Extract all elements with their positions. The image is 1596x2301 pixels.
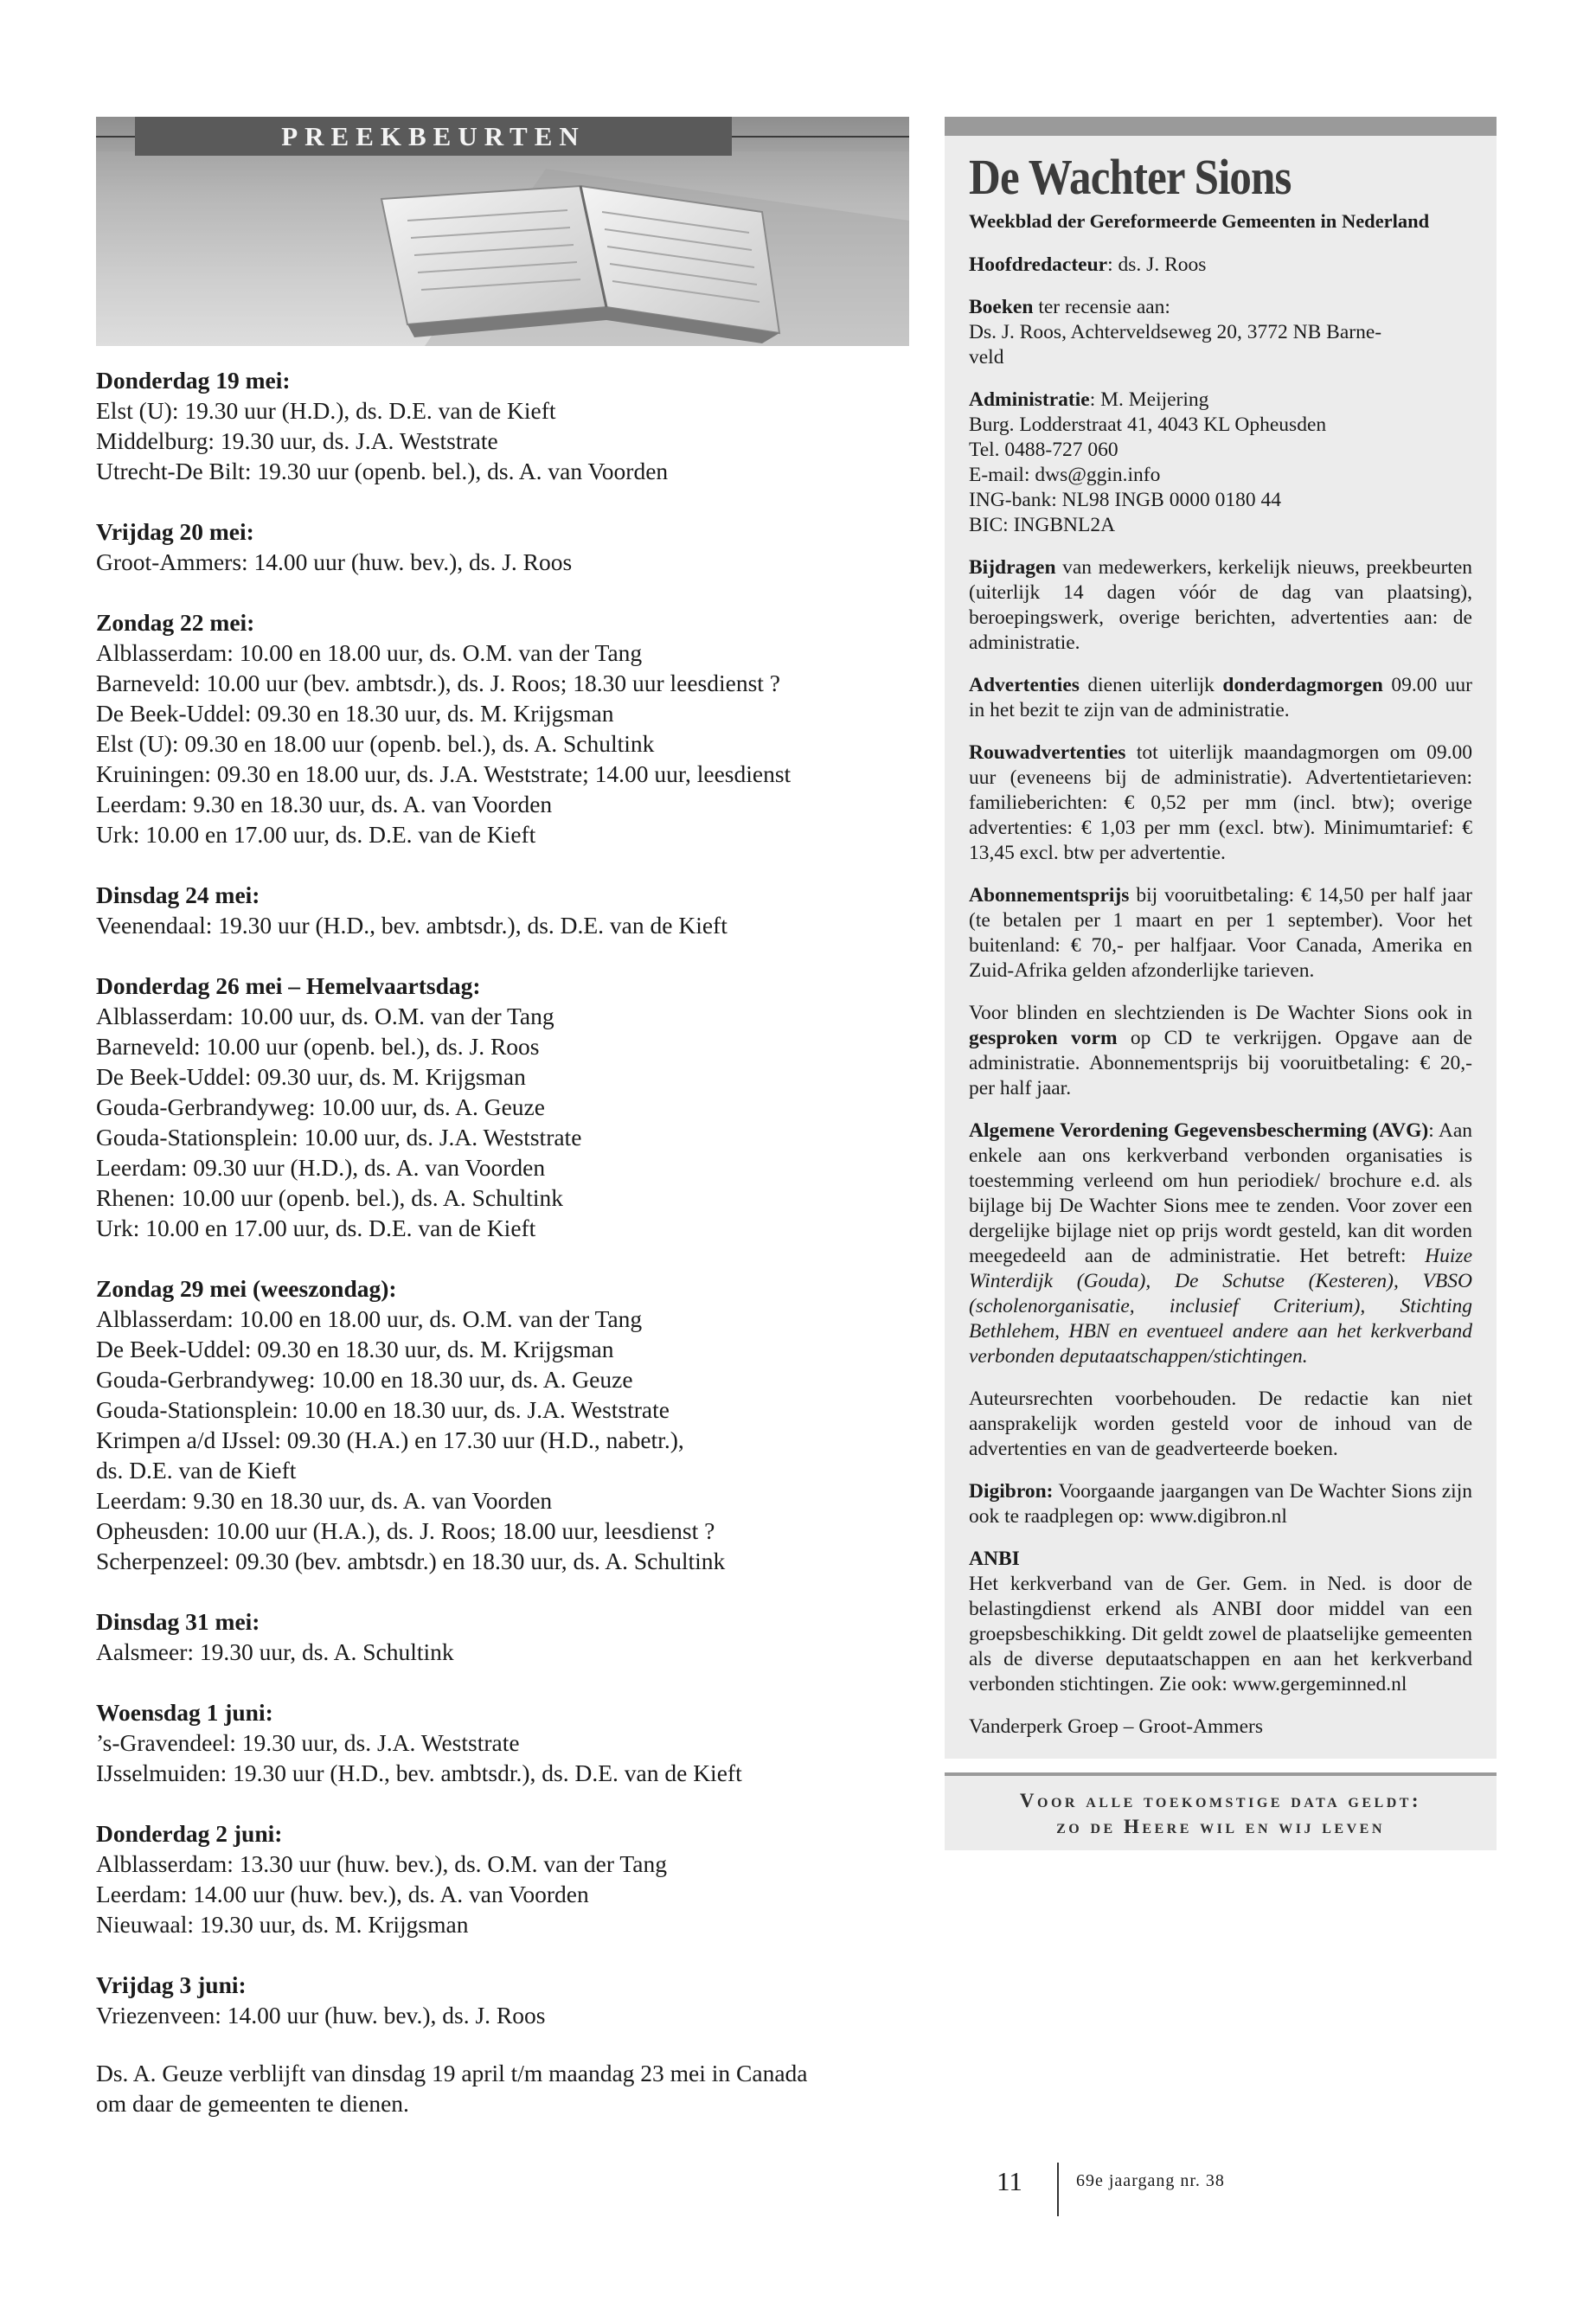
admin-value: : M. Meijering <box>1089 388 1209 411</box>
service-line: IJsselmuiden: 19.30 uur (H.D., bev. ambtsdr.), ds. D.E. van de Kieft <box>96 1759 742 1786</box>
anbi-text: Het kerkverband van de Ger. Gem. in Ned. is door de belastingdienst erkend als ANBI door middel van een groepsbeschikking. Dit geldt zowel de plaatselijke gemeenten als de diverse deputaatschappen en aan het kerkverband verbonden stichtingen. Zie ook: www.gergeminned.nl <box>969 1573 1472 1695</box>
admin-line: ING-bank: NL98 INGB 0000 0180 44 <box>969 489 1281 511</box>
motto-line: zo de Heere wil en wij leven <box>1056 1816 1385 1837</box>
motto-line: Voor alle toekomstige data geldt: <box>1019 1790 1422 1811</box>
issue-info: 69e jaargang nr. 38 <box>1076 2171 1225 2190</box>
masthead-title: De Wachter Sions <box>969 149 1292 205</box>
section-title: PREEKBEURTEN <box>281 120 586 151</box>
schedule-day <box>96 1970 909 2030</box>
schedule-day <box>96 1606 909 1667</box>
admin-line: BIC: INGBNL2A <box>969 514 1116 536</box>
ads-deadline: donderdagmorgen <box>1222 674 1383 696</box>
masthead-subtitle: Weekblad der Gereformeerde Gemeenten in Nederland <box>969 210 1430 232</box>
page-number: 11 <box>997 2166 1022 2196</box>
admin-info <box>969 388 1472 538</box>
schedule-day <box>96 365 909 486</box>
day-heading: Donderdag 26 mei – Hemelvaartsdag: <box>96 972 481 999</box>
printer-info: Vanderperk Groep – Groot-Ammers <box>969 1715 1263 1738</box>
ads-info <box>969 673 1472 723</box>
admin-email: E-mail: dws@ggin.info <box>969 464 1161 486</box>
preekbeurten-column <box>96 117 909 2118</box>
mourning-ads-info <box>969 740 1472 866</box>
copyright-info: Auteursrechten voorbehouden. De redactie kan niet aansprakelijk worden gesteld voor de inhoud van de advertenties en van de geadverteerde boeken. <box>969 1388 1472 1460</box>
day-heading: Dinsdag 31 mei: <box>96 1608 260 1635</box>
service-line: De Beek-Uddel: 09.30 uur, ds. M. Krijgsman <box>96 1063 526 1090</box>
service-line: Gouda-Gerbrandyweg: 10.00 en 18.30 uur, ds. A. Geuze <box>96 1366 633 1393</box>
day-heading: Zondag 22 mei: <box>96 609 255 636</box>
ads-text: dienen uiterlijk <box>1079 674 1223 696</box>
colophon-column <box>945 117 1497 1850</box>
schedule-day <box>96 880 909 940</box>
banner-title-box <box>135 117 732 156</box>
service-line: Rhenen: 10.00 uur (openb. bel.), ds. A. Schultink <box>96 1184 564 1211</box>
service-line: ’s-Gravendeel: 19.30 uur, ds. J.A. Weststrate <box>96 1729 520 1756</box>
sub-text: bij vooruitbetaling: € 14,50 per half jaar (te betalen per 1 maart en per 1 september). Voor het buitenland: € 70,- per halfjaar. Voor Canada, Amerika en Zuid-Afrika gelden afzonderlijke tarieven. <box>969 884 1472 982</box>
service-line: ds. D.E. van de Kieft <box>96 1457 297 1484</box>
note-line: om daar de gemeenten te dienen. <box>96 2090 409 2117</box>
schedule-day <box>96 607 909 849</box>
subscription-info <box>969 883 1472 984</box>
service-line: Barneveld: 10.00 uur (bev. ambtsdr.), ds. J. Roos; 18.30 uur leesdienst ? <box>96 670 781 696</box>
day-heading: Dinsdag 24 mei: <box>96 881 260 908</box>
note-line: Ds. A. Geuze verblijft van dinsdag 19 april t/m maandag 23 mei in Canada <box>96 2060 808 2086</box>
contrib-text: van medewerkers, kerkelijk nieuws, preekbeurten (uiterlijk 14 dagen vóór de dag van plaatsing), beroepingswerk, overige berichten, advertenties aan: de administratie. <box>969 556 1472 654</box>
service-line: Elst (U): 09.30 en 18.00 uur (openb. bel.), ds. A. Schultink <box>96 730 655 757</box>
travel-note <box>96 2058 909 2118</box>
schedule-day <box>96 516 909 577</box>
avg-organisations: Huize Winterdijk (Gouda), De Schutse (Kesteren), VBSO (scholenorganisatie, inclusief Criterium), Stichting Bethlehem, HBN en eventueel andere aan het kerkverband verbonden deputaatschappen/stichtingen. <box>969 1245 1472 1368</box>
anbi-info <box>969 1547 1472 1697</box>
schedule-day <box>96 1818 909 1939</box>
service-line: Leerdam: 14.00 uur (huw. bev.), ds. A. van Voorden <box>96 1881 589 1907</box>
blind-text: Voor blinden en slechtzienden is De Wachter Sions ook in <box>969 1002 1472 1024</box>
day-heading: Donderdag 19 mei: <box>96 367 291 394</box>
preekbeurten-banner <box>96 117 909 346</box>
digi-label: Digibron: <box>969 1480 1054 1503</box>
service-line: Gouda-Gerbrandyweg: 10.00 uur, ds. A. Geuze <box>96 1093 545 1120</box>
day-heading: Zondag 29 mei (weeszondag): <box>96 1275 397 1302</box>
service-line: Vriezenveen: 14.00 uur (huw. bev.), ds. J. Roos <box>96 2002 546 2029</box>
closing-motto <box>945 1772 1497 1850</box>
page-footer <box>0 2163 1596 2214</box>
service-line: Krimpen a/d IJssel: 09.30 (H.A.) en 17.30 uur (H.D., nabetr.), <box>96 1426 684 1453</box>
schedule-day <box>96 1697 909 1788</box>
service-line: Utrecht-De Bilt: 19.30 uur (openb. bel.), ds. A. van Voorden <box>96 458 669 484</box>
colophon-box <box>945 136 1497 1759</box>
anbi-label: ANBI <box>969 1548 1020 1570</box>
service-line: Nieuwaal: 19.30 uur, ds. M. Krijgsman <box>96 1911 469 1938</box>
service-line: Leerdam: 9.30 en 18.30 uur, ds. A. van Voorden <box>96 1487 553 1514</box>
admin-line: Tel. 0488-727 060 <box>969 439 1118 461</box>
service-line: Leerdam: 09.30 uur (H.D.), ds. A. van Voorden <box>96 1154 546 1181</box>
service-line: Opheusden: 10.00 uur (H.A.), ds. J. Roos; 18.00 uur, leesdienst ? <box>96 1517 715 1544</box>
editor-info <box>969 253 1472 278</box>
day-heading: Vrijdag 3 juni: <box>96 1971 247 1998</box>
service-line: Alblasserdam: 10.00 en 18.00 uur, ds. O.M. van der Tang <box>96 639 643 666</box>
service-line: Aalsmeer: 19.30 uur, ds. A. Schultink <box>96 1638 454 1665</box>
service-line: Kruiningen: 09.30 en 18.00 uur, ds. J.A. Weststrate; 14.00 uur, leesdienst <box>96 760 792 787</box>
service-line: Gouda-Stationsplein: 10.00 en 18.30 uur, ds. J.A. Weststrate <box>96 1396 670 1423</box>
service-line: De Beek-Uddel: 09.30 en 18.30 uur, ds. M. Krijgsman <box>96 1336 614 1362</box>
schedule-day <box>96 1273 909 1576</box>
books-address: Ds. J. Roos, Achterveldseweg 20, 3772 NB Barne- <box>969 321 1382 343</box>
service-line: Urk: 10.00 en 17.00 uur, ds. D.E. van de Kieft <box>96 1215 536 1241</box>
service-line: Urk: 10.00 en 17.00 uur, ds. D.E. van de Kieft <box>96 821 536 848</box>
schedule-list <box>96 365 909 2030</box>
avg-label: Algemene Verordening Gegevensbescherming (AVG) <box>969 1119 1429 1142</box>
editor-value: : ds. J. Roos <box>1107 253 1207 276</box>
contrib-label: Bijdragen <box>969 556 1056 579</box>
service-line: Gouda-Stationsplein: 10.00 uur, ds. J.A. Weststrate <box>96 1124 582 1150</box>
service-line: Elst (U): 19.30 uur (H.D.), ds. D.E. van de Kieft <box>96 397 556 424</box>
audio-edition-info <box>969 1001 1472 1101</box>
service-line: Alblasserdam: 10.00 en 18.00 uur, ds. O.M. van der Tang <box>96 1305 643 1332</box>
footer-divider <box>1057 2163 1059 2216</box>
blind-text: op CD te verkrijgen. Opgave aan de administratie. Abonnementsprijs bij vooruitbetaling: € 20,- per half jaar. <box>969 1027 1472 1099</box>
ads-label: Advertenties <box>969 674 1080 696</box>
service-line: Groot-Ammers: 14.00 uur (huw. bev.), ds. J. Roos <box>96 548 573 575</box>
service-line: Middelburg: 19.30 uur, ds. J.A. Weststrate <box>96 427 498 454</box>
books-text: ter recensie aan: <box>1033 296 1170 318</box>
service-line: Barneveld: 10.00 uur (openb. bel.), ds. J. Roos <box>96 1033 540 1060</box>
blind-bold: gesproken vorm <box>969 1027 1118 1049</box>
mourn-text: tot uiterlijk maandagmorgen om 09.00 uur (eveneens bij de administratie). Advertentietarieven: familieberichten: € 0,52 per mm (incl. btw); overige advertenties: € 1,03 per mm (excl. btw). Minimumtarief: € 13,45 excl. btw per advertentie. <box>969 741 1472 864</box>
sub-label: Abonnementsprijs <box>969 884 1130 907</box>
editor-label: Hoofdredacteur <box>969 253 1108 276</box>
digibron-info <box>969 1479 1472 1529</box>
books-label: Boeken <box>969 296 1034 318</box>
digi-text: Voorgaande jaargangen van De Wachter Sions zijn ook te raadplegen op: www.digibron.nl <box>969 1480 1472 1528</box>
day-heading: Woensdag 1 juni: <box>96 1699 273 1726</box>
avg-info <box>969 1118 1472 1369</box>
service-line: Alblasserdam: 13.30 uur (huw. bev.), ds. O.M. van der Tang <box>96 1850 667 1877</box>
admin-line: Burg. Lodderstraat 41, 4043 KL Opheusden <box>969 413 1327 436</box>
colophon-top-bar <box>945 117 1497 136</box>
avg-text: : Aan enkele aan ons kerkverband verbonden organisaties is toestemming verleend om hun periodiek/ brochure e.d. als bijlage bij De Wachter Sions mee te zenden. Voor zover een dergelijke bijlage niet op prijs wordt gesteld, kan dit worden meegedeeld aan de administratie. Het betreft: <box>969 1119 1472 1267</box>
contributions-info <box>969 555 1472 656</box>
day-heading: Vrijdag 20 mei: <box>96 518 254 545</box>
service-line: Alblasserdam: 10.00 uur, ds. O.M. van der Tang <box>96 1003 554 1029</box>
service-line: De Beek-Uddel: 09.30 en 18.30 uur, ds. M. Krijgsman <box>96 700 614 727</box>
schedule-day <box>96 971 909 1243</box>
ads-text: 09.00 uur in het bezit te zijn van de administratie. <box>969 674 1472 721</box>
books-info <box>969 295 1472 370</box>
service-line: Leerdam: 9.30 en 18.30 uur, ds. A. van Voorden <box>96 791 553 817</box>
service-line: Scherpenzeel: 09.30 (bev. ambtsdr.) en 18.30 uur, ds. A. Schultink <box>96 1548 726 1574</box>
day-heading: Donderdag 2 juni: <box>96 1820 283 1847</box>
books-address: veld <box>969 346 1004 369</box>
admin-label: Administratie <box>969 388 1090 411</box>
mourn-label: Rouwadvertenties <box>969 741 1126 764</box>
service-line: Veenendaal: 19.30 uur (H.D., bev. ambtsdr.), ds. D.E. van de Kieft <box>96 912 727 939</box>
